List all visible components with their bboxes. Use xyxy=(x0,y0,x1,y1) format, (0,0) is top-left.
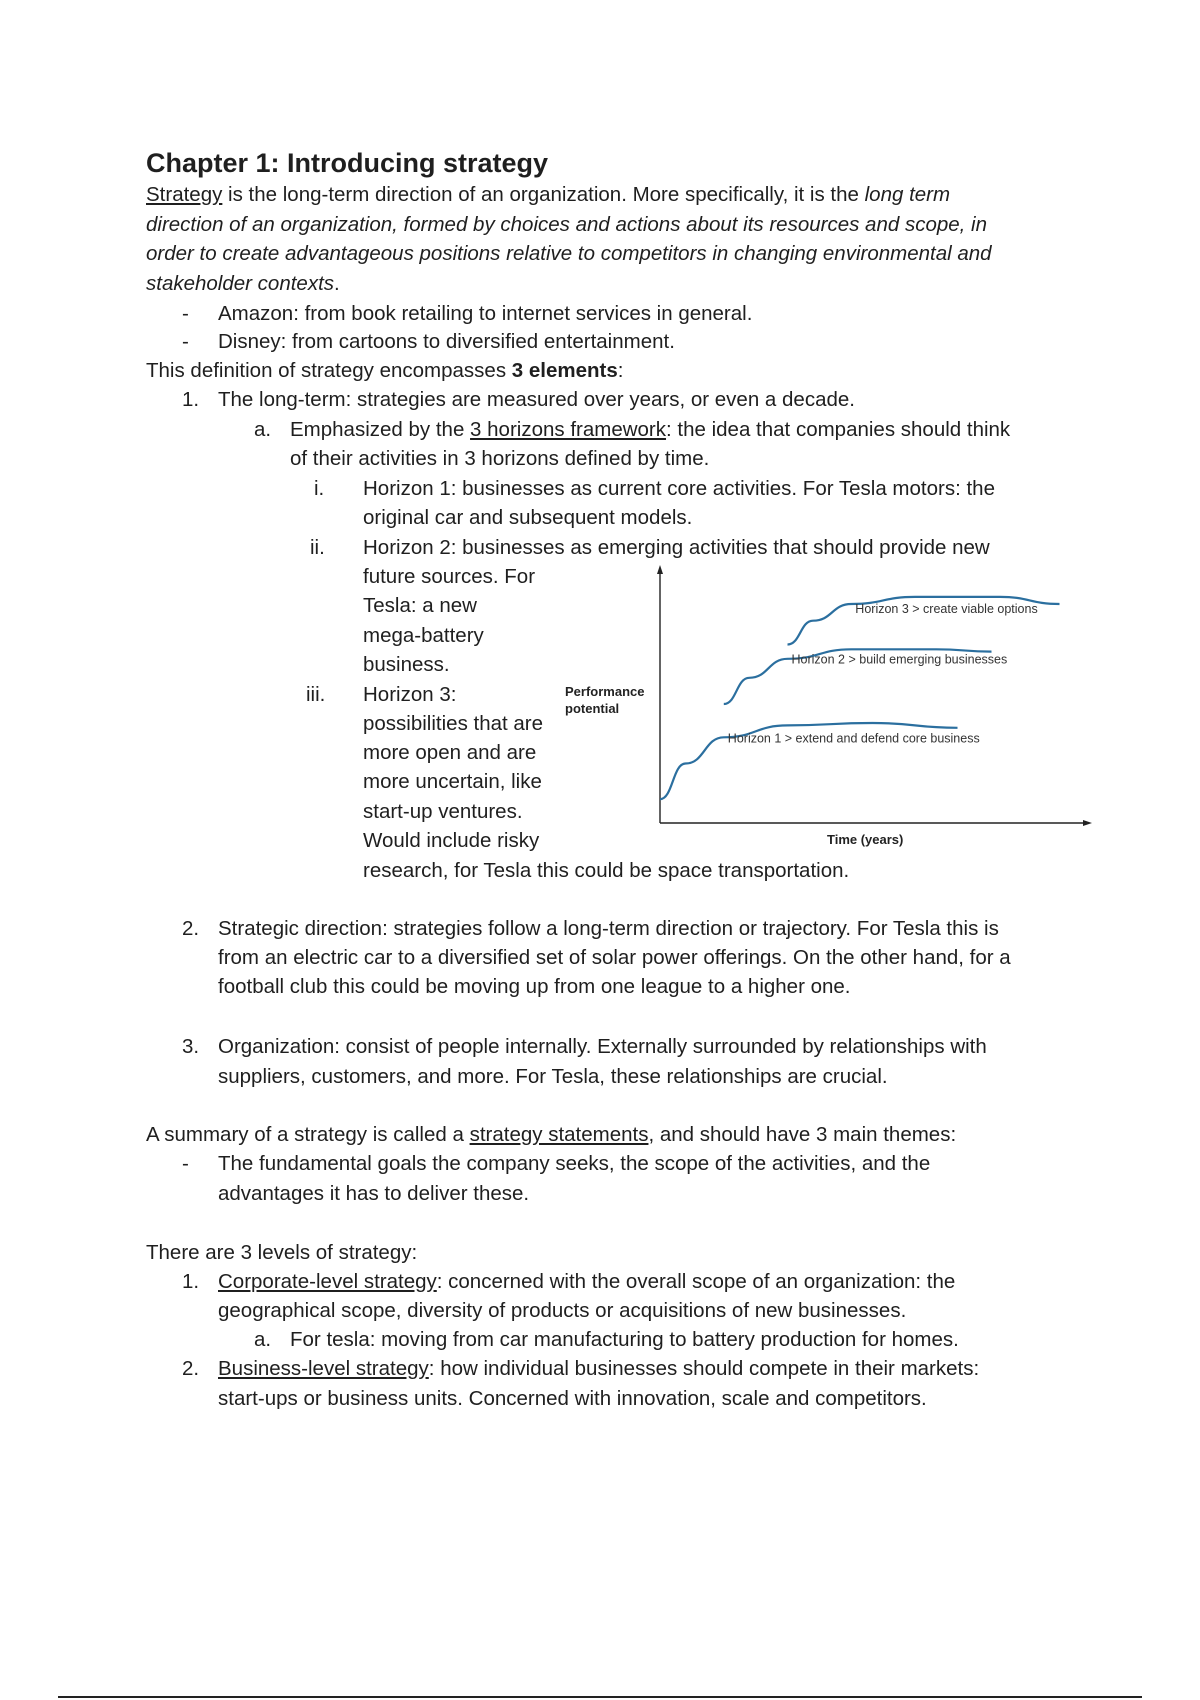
horizon-2-line: business. xyxy=(363,653,450,676)
list-marker: ii. xyxy=(310,536,325,559)
elements-intro: This definition of strategy encompasses 3 elements: xyxy=(146,359,624,382)
bullet-marker: - xyxy=(182,1152,189,1175)
statement-intro: A summary of a strategy is called a strategy statements, and should have 3 main themes: xyxy=(146,1123,957,1146)
horizon-1-line: Horizon 1: businesses as current core activities. For Tesla motors: the xyxy=(363,477,995,500)
horizon-1-line: original car and subsequent models. xyxy=(363,506,693,529)
list-marker: 2. xyxy=(182,1357,200,1380)
intro-line-2: direction of an organization, formed by choices and actions about its resources and scope, in xyxy=(146,213,987,236)
element3-line: Organization: consist of people internally. Externally surrounded by relationships with xyxy=(218,1035,987,1058)
statement-item-line: advantages it has to deliver these. xyxy=(218,1182,530,1205)
example-amazon: Amazon: from book retailing to internet services in general. xyxy=(218,302,753,325)
element2-line: from an electric car to a diversified set of solar power offerings. On the other hand, for a xyxy=(218,946,1011,969)
levels-intro: There are 3 levels of strategy: xyxy=(146,1241,418,1264)
bullet-marker: - xyxy=(182,302,189,325)
element2-line: Strategic direction: strategies follow a long-term direction or trajectory. For Tesla this is xyxy=(218,917,999,940)
horizons-framework-term: 3 horizons framework xyxy=(470,418,667,441)
bullet-marker: - xyxy=(182,330,189,353)
horizon-2-label: Horizon 2 > build emerging businesses xyxy=(791,652,1008,667)
business-level-line-2: start-ups or business units. Concerned with innovation, scale and competitors. xyxy=(218,1387,927,1410)
list-marker: 2. xyxy=(182,917,200,940)
x-axis-label: Time (years) xyxy=(827,832,904,847)
corporate-level-line: Corporate-level strategy: concerned with the overall scope of an organization: the xyxy=(218,1270,956,1293)
element3-line: suppliers, customers, and more. For Tesla, these relationships are crucial. xyxy=(218,1065,888,1088)
horizon-2-line: mega-battery xyxy=(363,624,484,647)
horizon-2-line: Tesla: a new xyxy=(363,594,477,617)
statement-item-line: The fundamental goals the company seeks, the scope of the activities, and the xyxy=(218,1152,931,1175)
corporate-level-term: Corporate-level strategy xyxy=(218,1270,437,1293)
page-bottom-rule xyxy=(58,1696,1142,1698)
horizons-framework-line-2: of their activities in 3 horizons defined by time. xyxy=(290,447,710,470)
y-axis-label: Performance xyxy=(565,684,645,699)
horizon-2-line: Horizon 2: businesses as emerging activities that should provide new xyxy=(363,536,990,559)
horizon-3-line: Horizon 3: xyxy=(363,683,457,706)
list-marker: 3. xyxy=(182,1035,200,1058)
element1-text: The long-term: strategies are measured over years, or even a decade. xyxy=(218,388,855,411)
horizon-3-line: possibilities that are xyxy=(363,712,544,735)
list-marker: iii. xyxy=(306,683,326,706)
horizon-1-label: Horizon 1 > extend and defend core business xyxy=(727,731,980,746)
horizon-3-line: research, for Tesla this could be space transportation. xyxy=(363,859,850,882)
horizon-3-line: more open and are xyxy=(363,741,537,764)
page-title: Chapter 1: Introducing strategy xyxy=(146,148,549,178)
horizon-3-line: Would include risky xyxy=(363,829,540,852)
x-axis-arrow xyxy=(1083,820,1092,826)
business-level-term: Business-level strategy xyxy=(218,1357,429,1380)
list-marker: i. xyxy=(314,477,325,500)
list-marker: 1. xyxy=(182,1270,200,1293)
intro-line-4: stakeholder contexts. xyxy=(146,272,340,295)
list-marker: a. xyxy=(254,1328,272,1351)
element2-line: football club this could be moving up from one league to a higher one. xyxy=(218,975,851,998)
strategy-statements-term: strategy statements xyxy=(469,1123,649,1146)
list-marker: 1. xyxy=(182,388,200,411)
horizon-3-line: more uncertain, like xyxy=(363,770,542,793)
strategy-term: Strategy xyxy=(146,183,223,206)
horizons-framework-line: Emphasized by the 3 horizons framework: the idea that companies should think xyxy=(290,418,1011,441)
horizon-3-label: Horizon 3 > create viable options xyxy=(855,601,1038,616)
business-level-line: Business-level strategy: how individual businesses should compete in their markets: xyxy=(218,1357,980,1380)
three-horizons-chart xyxy=(555,565,1095,850)
example-disney: Disney: from cartoons to diversified entertainment. xyxy=(218,330,675,353)
horizon-3-line: start-up ventures. xyxy=(363,800,523,823)
corporate-level-line-2: geographical scope, diversity of products or acquisitions of new businesses. xyxy=(218,1299,907,1322)
intro-line-1: Strategy is the long-term direction of an organization. More specifically, it is the long term xyxy=(146,183,951,206)
corporate-level-example: For tesla: moving from car manufacturing to battery production for homes. xyxy=(290,1328,959,1351)
intro-line-3: order to create advantageous positions relative to competitors in changing environmental and xyxy=(146,242,992,265)
horizon-2-line: future sources. For xyxy=(363,565,536,588)
y-axis-arrow xyxy=(657,565,663,574)
y-axis-label: potential xyxy=(565,701,620,716)
list-marker: a. xyxy=(254,418,272,441)
